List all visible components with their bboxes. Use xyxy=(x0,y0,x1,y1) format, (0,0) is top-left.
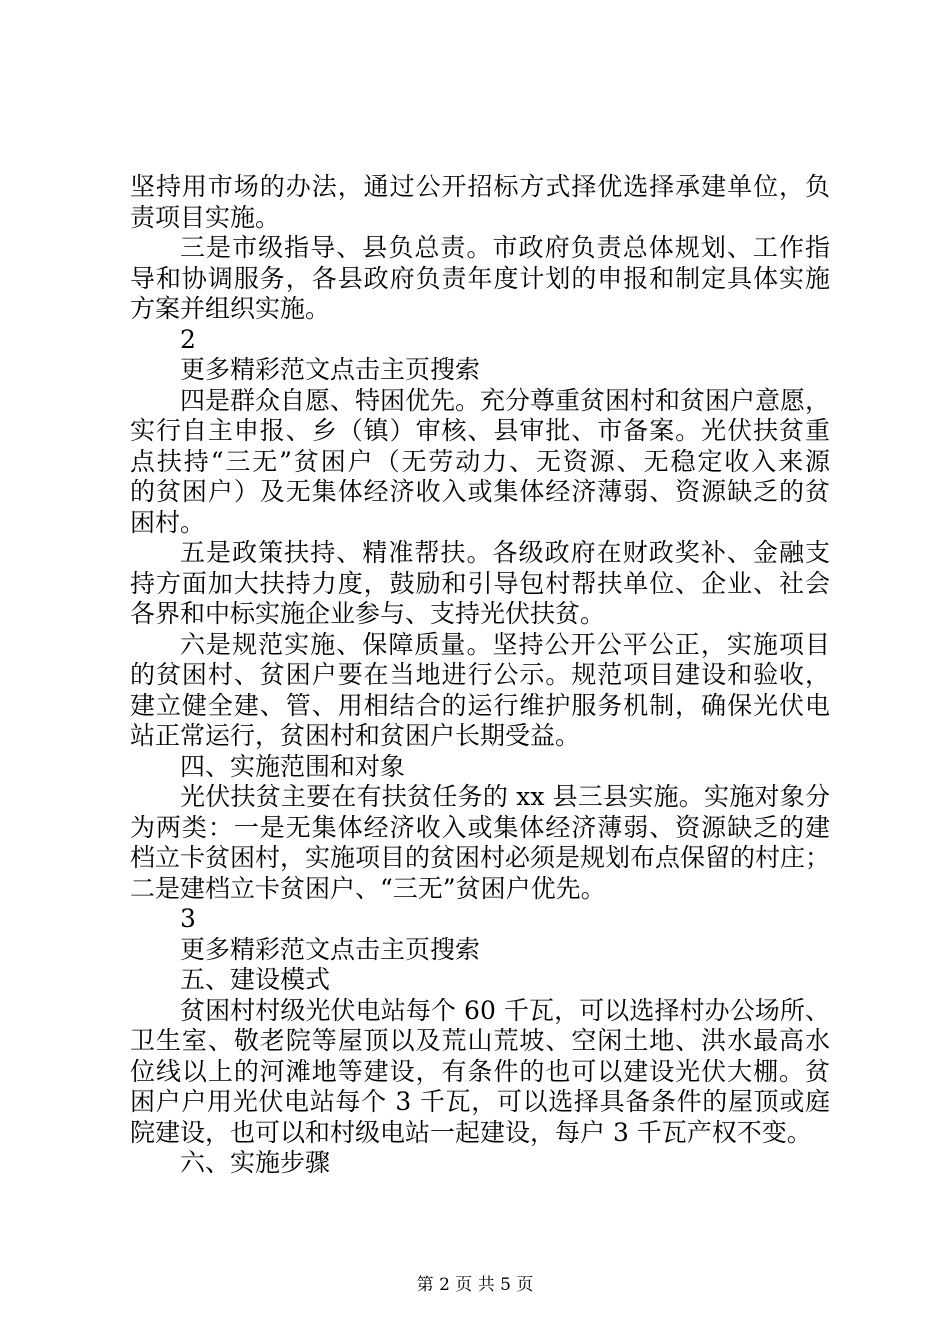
text-line: 困户户用光伏电站每个 3 千瓦，可以选择具备条件的屋顶或庭 xyxy=(130,1087,830,1116)
page-footer: 第 2 页 共 5 页 xyxy=(416,1275,534,1295)
text-line: 责项目实施。 xyxy=(130,202,281,232)
document-body xyxy=(130,172,830,1179)
text-line: 为两类：一是无集体经济收入或集体经济薄弱、资源缺乏的建 xyxy=(130,812,830,842)
text-line: 位线以上的河滩地等建设，有条件的也可以建设光伏大棚。贫 xyxy=(130,1056,830,1086)
text-line: 站正常运行，贫困村和贫困户长期受益。 xyxy=(130,721,581,750)
text-line: 四、实施范围和对象 xyxy=(180,751,406,781)
text-line: 贫困村村级光伏电站每个 60 千瓦，可以选择村办公场所、 xyxy=(180,995,830,1025)
text-line: 建立健全建、管、用相结合的运行维护服务机制，确保光伏电 xyxy=(130,690,830,720)
text-line: 坚持用市场的办法，通过公开招标方式择优选择承建单位，负 xyxy=(130,172,830,201)
text-line: 六是规范实施、保障质量。坚持公开公平公正，实施项目 xyxy=(180,629,830,659)
text-line: 六、实施步骤 xyxy=(180,1148,331,1177)
text-line: 光伏扶贫主要在有扶贫任务的 xx 县三县实施。实施对象分 xyxy=(180,782,830,811)
text-line: 导和协调服务，各县政府负责年度计划的申报和制定具体实施 xyxy=(130,263,830,293)
text-line: 四是群众自愿、特困优先。充分尊重贫困村和贫困户意愿， xyxy=(180,385,830,415)
text-line: 各界和中标实施企业参与、支持光伏扶贫。 xyxy=(130,599,606,628)
text-line: 的贫困村、贫困户要在当地进行公示。规范项目建设和验收， xyxy=(130,660,830,689)
text-line: 更多精彩范文点击主页搜索 xyxy=(180,355,481,384)
text-line: 持方面加大扶持力度，鼓励和引导包村帮扶单位、企业、社会 xyxy=(130,568,830,598)
text-line: 院建设，也可以和村级电站一起建设，每户 3 千瓦产权不变。 xyxy=(130,1117,812,1147)
text-line: 二是建档立卡贫困户、“三无”贫困户优先。 xyxy=(130,873,606,903)
text-line: 2 xyxy=(180,324,196,354)
text-line: 困村。 xyxy=(130,507,206,537)
text-line: 档立卡贫困村，实施项目的贫困村必须是规划布点保留的村庄； xyxy=(130,843,830,872)
text-line: 五是政策扶持、精准帮扶。各级政府在财政奖补、金融支 xyxy=(180,538,830,567)
text-line: 三是市级指导、县负总责。市政府负责总体规划、工作指 xyxy=(180,233,830,262)
text-line: 五、建设模式 xyxy=(180,965,331,994)
text-line: 更多精彩范文点击主页搜索 xyxy=(180,934,481,964)
text-line: 的贫困户）及无集体经济收入或集体经济薄弱、资源缺乏的贫 xyxy=(130,477,830,506)
text-line: 3 xyxy=(180,904,196,933)
text-line: 方案并组织实施。 xyxy=(130,294,331,323)
text-line: 点扶持“三无”贫困户（无劳动力、无资源、无稳定收入来源 xyxy=(130,446,830,476)
text-line: 实行自主申报、乡（镇）审核、县审批、市备案。光伏扶贫重 xyxy=(130,416,830,445)
text-line: 卫生室、敬老院等屋顶以及荒山荒坡、空闲土地、洪水最高水 xyxy=(130,1026,830,1055)
